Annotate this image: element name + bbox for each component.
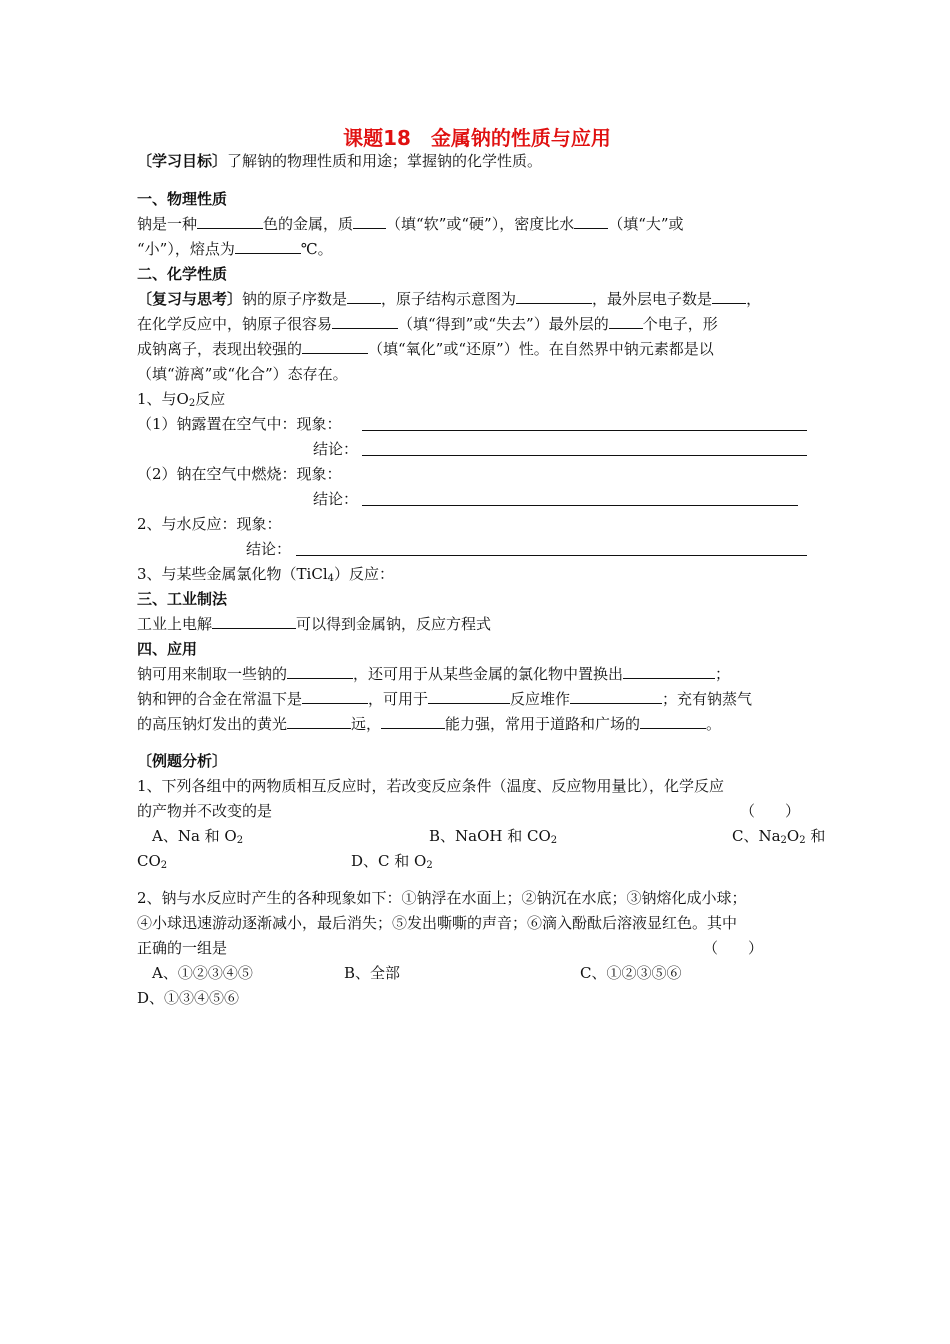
blank-gain-lose[interactable]	[332, 314, 398, 329]
blank-reactor-type[interactable]	[428, 689, 510, 704]
review-line-4: （填“游离”或“化合”）态存在。	[137, 365, 348, 383]
blank-light-property[interactable]	[287, 714, 351, 729]
section-heading-physical: 一、物理性质	[137, 190, 228, 208]
section-heading-applications: 四、应用	[137, 640, 198, 658]
chloride-reaction-label: 3、与某些金属氯化物（TiCl$_4$）反应：	[137, 565, 395, 584]
question-2-line-3: 正确的一组是	[137, 939, 228, 957]
blank-atomic-number[interactable]	[347, 289, 381, 304]
blank-electron-count[interactable]	[609, 314, 643, 329]
answer-line-burning-conclusion[interactable]	[362, 505, 798, 506]
question-2-option-d[interactable]: D、①③④⑤⑥	[137, 989, 240, 1007]
section-heading-chemical: 二、化学性质	[137, 265, 228, 283]
question-1-answer-bracket[interactable]: （ ）	[740, 802, 801, 820]
question-2-line-1: 2、钠与水反应时产生的各种现象如下：①钠浮在水面上；②钠沉在水底；③钠熔化成小球；	[137, 889, 747, 907]
industrial-line: 工业上电解 可以得到金属钠，反应方程式	[137, 615, 492, 633]
question-2-line-2: ④小球迅速游动逐渐减小，最后消失；⑤发出嘶嘶的声音；⑥滴入酚酞后溶液显红色。其中	[137, 914, 738, 932]
applications-line-1: 钠可用来制取一些钠的 ，还可用于从某些金属的氯化物中置换出 ；	[137, 665, 731, 683]
review-line-1: 〔复习与思考〕钠的原子序数是 ，原子结构示意图为 ，最外层电子数是 ，	[137, 290, 762, 308]
question-1-line-1: 1、下列各组中的两物质相互反应时，若改变反应条件（温度、反应物用量比），化学反应	[137, 777, 725, 795]
burning-conclusion-label: 结论：	[313, 490, 359, 508]
blank-color[interactable]	[197, 214, 263, 229]
blank-light-ability[interactable]	[381, 714, 445, 729]
learning-goal: 〔学习目标〕了解钠的物理性质和用途；掌握钠的化学性质。	[137, 152, 543, 170]
blank-outer-electrons[interactable]	[712, 289, 746, 304]
blank-hardness[interactable]	[353, 214, 386, 229]
blank-electrolysis-material[interactable]	[212, 614, 296, 629]
answer-line-exposed-phenomenon[interactable]	[362, 430, 807, 431]
blank-displaced-metals[interactable]	[623, 664, 715, 679]
blank-oxidizing-reducing[interactable]	[302, 339, 368, 354]
blank-alloy-state[interactable]	[302, 689, 368, 704]
question-2-option-b[interactable]: B、全部	[344, 964, 401, 982]
blank-reactor-role[interactable]	[570, 689, 662, 704]
question-1-option-b[interactable]: B、NaOH 和 $CO_2$	[429, 827, 558, 846]
blank-melting-point[interactable]	[235, 239, 301, 254]
examples-heading: 〔例题分析〕	[137, 752, 228, 770]
page-title: 课题18 金属钠的性质与应用	[343, 126, 611, 150]
water-reaction-label: 2、与水反应：现象：	[137, 515, 282, 533]
answer-line-exposed-conclusion[interactable]	[362, 455, 807, 456]
blank-structure-diagram[interactable]	[516, 289, 592, 304]
question-1-option-a[interactable]: A、Na 和 $O_2$	[152, 827, 244, 846]
water-conclusion-label: 结论：	[246, 540, 292, 558]
question-1-line-2: 的产物并不改变的是	[137, 802, 273, 820]
question-1-option-c[interactable]: C、$Na_2O_2$ 和	[732, 827, 826, 846]
question-2-option-c[interactable]: C、①②③⑤⑥	[580, 964, 682, 982]
burning-phenomenon-label: （2）钠在空气中燃烧：现象：	[137, 465, 342, 483]
review-line-2: 在化学反应中，钠原子很容易 （填“得到”或“失去”）最外层的 个电子，形	[137, 315, 718, 333]
blank-density[interactable]	[574, 214, 608, 229]
review-line-3: 成钠离子，表现出较强的 （填“氧化”或“还原”）性。在自然界中钠元素都是以	[137, 340, 714, 358]
exposed-air-phenomenon-label: （1）钠露置在空气中：现象：	[137, 415, 342, 433]
blank-sodium-compounds[interactable]	[287, 664, 353, 679]
applications-line-3: 的高压钠灯发出的黄光 远， 能力强，常用于道路和广场的 。	[137, 715, 722, 733]
exposed-air-conclusion-label: 结论：	[313, 440, 359, 458]
answer-line-water-conclusion[interactable]	[296, 555, 807, 556]
physical-line-1: 钠是一种 色的金属，质 （填“软”或“硬”），密度比水 （填“大”或	[137, 215, 684, 233]
physical-line-2: “小”），熔点为 ℃。	[137, 240, 333, 258]
question-1-option-c-continued: $CO_2$	[137, 852, 168, 871]
section-heading-industrial: 三、工业制法	[137, 590, 228, 608]
question-2-option-a[interactable]: A、①②③④⑤	[152, 964, 253, 982]
question-1-option-d[interactable]: D、C 和 $O_2$	[351, 852, 433, 871]
o2-reaction-heading: 1、与$O_2$反应	[137, 390, 226, 409]
question-2-answer-bracket[interactable]: （ ）	[703, 939, 764, 957]
applications-line-2: 钠和钾的合金在常温下是 ，可用于 反应堆作 ；充有钠蒸气	[137, 690, 753, 708]
blank-lighting-use[interactable]	[640, 714, 706, 729]
